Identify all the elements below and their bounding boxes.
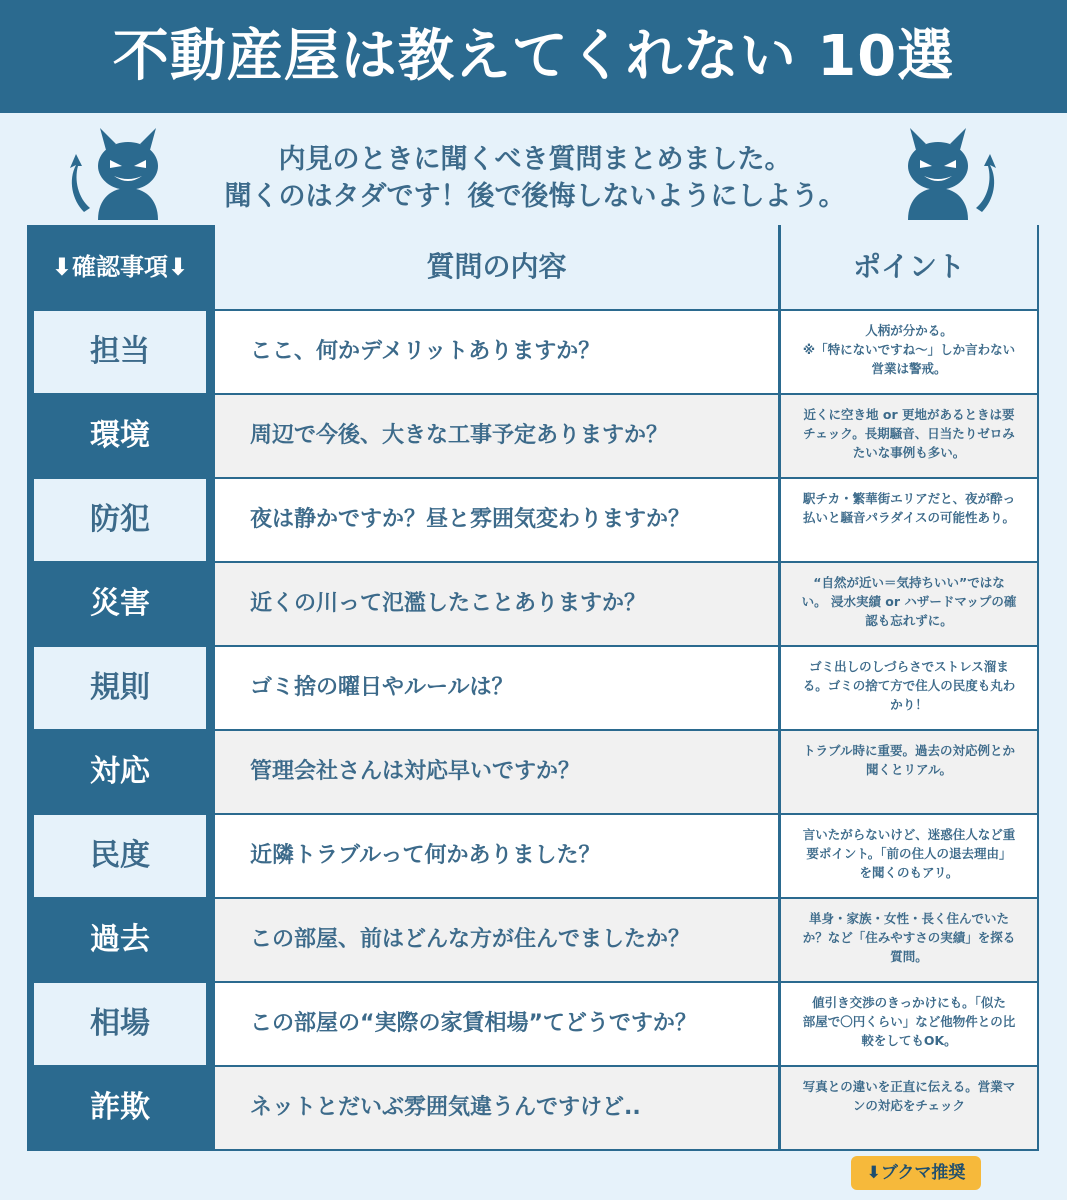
row-point: 駅チカ・繁華街エリアだと、夜が酔っ 払いと騒音パラダイスの可能性あり。: [781, 479, 1037, 561]
row-point: 値引き交渉のきっかけにも。「似た 部屋で〇円くらい」など他物件との比 較をしてもOK。: [781, 983, 1037, 1065]
row-category: 過去: [34, 899, 206, 981]
bookmark-badge: ⬇ブクマ推奨: [851, 1156, 981, 1190]
page-title: 不動産屋は教えてくれない 10選: [112, 24, 955, 89]
row-point: 写真との違いを正直に伝える。営業マ ンの対応をチェック: [781, 1067, 1037, 1149]
row-question: 近隣トラブルって何かありました？: [215, 815, 778, 897]
row-point: 言いたがらないけど、迷惑住人など重 要ポイント。「前の住人の退去理由」 を聞くのもアリ。: [781, 815, 1037, 897]
row-category: 相場: [34, 983, 206, 1065]
row-point: “自然が近い＝気持ちいい”ではな い。 浸水実績 or ハザードマップの確 認も忘れずに。: [781, 563, 1037, 645]
row-category: 対応: [34, 731, 206, 813]
question-table: [27, 225, 1039, 1151]
row-category: 担当: [34, 311, 206, 393]
subtitle-line-1: 内見のときに聞くべき質問まとめました。: [278, 144, 792, 175]
subtitle-line-2: 聞くのはタダです！後で後悔しないようにしよう。: [224, 181, 846, 212]
row-question: この部屋の“実際の家賃相場”てどうですか？: [215, 983, 778, 1065]
row-question: 管理会社さんは対応早いですか？: [215, 731, 778, 813]
row-category: 規則: [34, 647, 206, 729]
row-category: 民度: [34, 815, 206, 897]
row-question: 周辺で今後、大きな工事予定ありますか？: [215, 395, 778, 477]
row-point: 人柄が分かる。 ※「特にないですね〜」しか言わない 営業は警戒。: [781, 311, 1037, 393]
row-question: この部屋、前はどんな方が住んでましたか？: [215, 899, 778, 981]
row-category: 防犯: [34, 479, 206, 561]
header-category: ⬇確認事項⬇: [51, 253, 189, 281]
header-question: 質問の内容: [215, 225, 778, 309]
row-question: ゴミ捨の曜日やルールは？: [215, 647, 778, 729]
row-question: 近くの川って氾濫したことありますか？: [215, 563, 778, 645]
row-question: ネットとだいぶ雰囲気違うんですけど..: [215, 1067, 778, 1149]
title-bar: [0, 0, 1067, 113]
devil-icon: [62, 120, 174, 220]
row-question: ここ、何かデメリットありますか？: [215, 311, 778, 393]
row-category: 詐欺: [34, 1067, 206, 1149]
row-point: 単身・家族・女性・長く住んでいた か？など「住みやすさの実績」を探る 質問。: [781, 899, 1037, 981]
row-point: 近くに空き地 or 更地があるときは要 チェック。長期騒音、日当たりゼロみ たいな事例も多い。: [781, 395, 1037, 477]
devil-icon: [892, 120, 1004, 220]
row-point: ゴミ出しのしづらさでストレス溜ま る。ゴミの捨て方で住人の民度も丸わ かり！: [781, 647, 1037, 729]
row-category: 災害: [34, 563, 206, 645]
row-question: 夜は静かですか？昼と雰囲気変わりますか？: [215, 479, 778, 561]
row-point: トラブル時に重要。過去の対応例とか 聞くとリアル。: [781, 731, 1037, 813]
row-category: 環境: [34, 395, 206, 477]
header-point: ポイント: [781, 225, 1037, 309]
